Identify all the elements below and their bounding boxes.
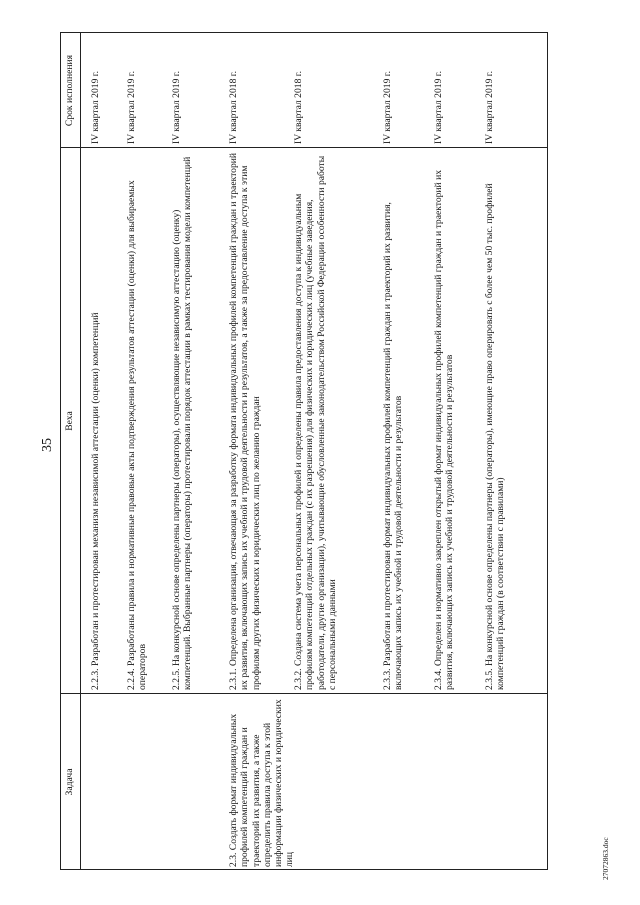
milestone-2-3-1: 2.3.1. Определена организация, отвечающая за разработку формата индивидуальных профилей компетенций граждан и траекторий их развития, включающих запись их учебной и трудовой деятельности и результатов, а также за предоставление доступа к этим профилям других физических и юридических лиц по желанию граждан (228, 152, 262, 690)
milestone-2-2-5: 2.2.5. На конкурсной основе определены партнеры (операторы), осуществляющие независимую аттестацию (оценку) компетенций. Выбранные партнеры (операторы) протестировали порядок аттестации в рамках тестирования модели компетенций (171, 156, 194, 690)
column-divider-task (60, 693, 548, 694)
page-number: 35 (40, 438, 55, 452)
document-footer: 27072863.doc (601, 837, 610, 880)
milestone-2-2-4: 2.2.4. Разработаны правила и нормативные правовые акты подтверждения результатов аттестации (оценки) для выбираемых операторов (126, 180, 149, 690)
header-deadline: Срок исполнения (64, 54, 75, 127)
deadline-2-2-3: IV квартал 2019 г. (90, 70, 101, 144)
column-divider-milestone (60, 147, 548, 148)
header-divider (80, 32, 81, 870)
deadline-2-3-1: IV квартал 2018 г. (228, 70, 239, 144)
milestones-table (60, 32, 548, 870)
header-task: Задача (64, 768, 75, 796)
deadline-2-3-5: IV квартал 2019 г. (484, 70, 495, 144)
milestone-2-3-2: 2.3.2. Создана система учета персональных профилей и определены правила предоставления доступа к индивидуальным профилям компетенций отдельных граждан (с их разрешения) для физических и юридических лиц (учебные заведения, работодатели, другие организации), учитывающие обусловленные законодательством Российской Федерации особенности работы с персональными данными (293, 155, 338, 690)
deadline-2-2-4: IV квартал 2019 г. (126, 70, 137, 144)
header-milestone: Веха (64, 411, 75, 431)
milestone-2-3-4: 2.3.4. Определен и нормативно закреплен открытый формат индивидуальных профилей компетенций граждан и траекторий их развития, включающих запись их учебной и трудовой деятельности и результатов (433, 169, 456, 690)
milestone-2-3-3: 2.3.3. Разработан и протестирован формат индивидуальных профилей компетенций граждан и траекторий их развития, включающих запись их учебной и трудовой деятельности и результатов (382, 202, 405, 690)
table-right-border (60, 32, 548, 33)
deadline-2-3-2: IV квартал 2018 г. (293, 70, 304, 144)
table-left-border (60, 869, 548, 870)
deadline-2-3-3: IV квартал 2019 г. (382, 70, 393, 144)
table-bottom-border (547, 32, 548, 870)
table-top-border (60, 32, 61, 870)
deadline-2-2-5: IV квартал 2019 г. (171, 70, 182, 144)
milestone-2-3-5: 2.3.5. На конкурсной основе определены партнеры (операторы), имеющие право оперировать с более чем 50 тыс. профилей компетенций граждан (в соответствии с правилами) (484, 183, 507, 690)
task-2-3: 2.3. Создать формат индивидуальных профилей компетенций граждан и траекторий их развития, а также определить правила доступа к этой информации физических и юридических лиц (228, 699, 296, 867)
milestone-2-2-3: 2.2.3. Разработан и протестирован механизм независимой аттестации (оценки) компетенций (90, 312, 101, 690)
deadline-2-3-4: IV квартал 2019 г. (433, 70, 444, 144)
